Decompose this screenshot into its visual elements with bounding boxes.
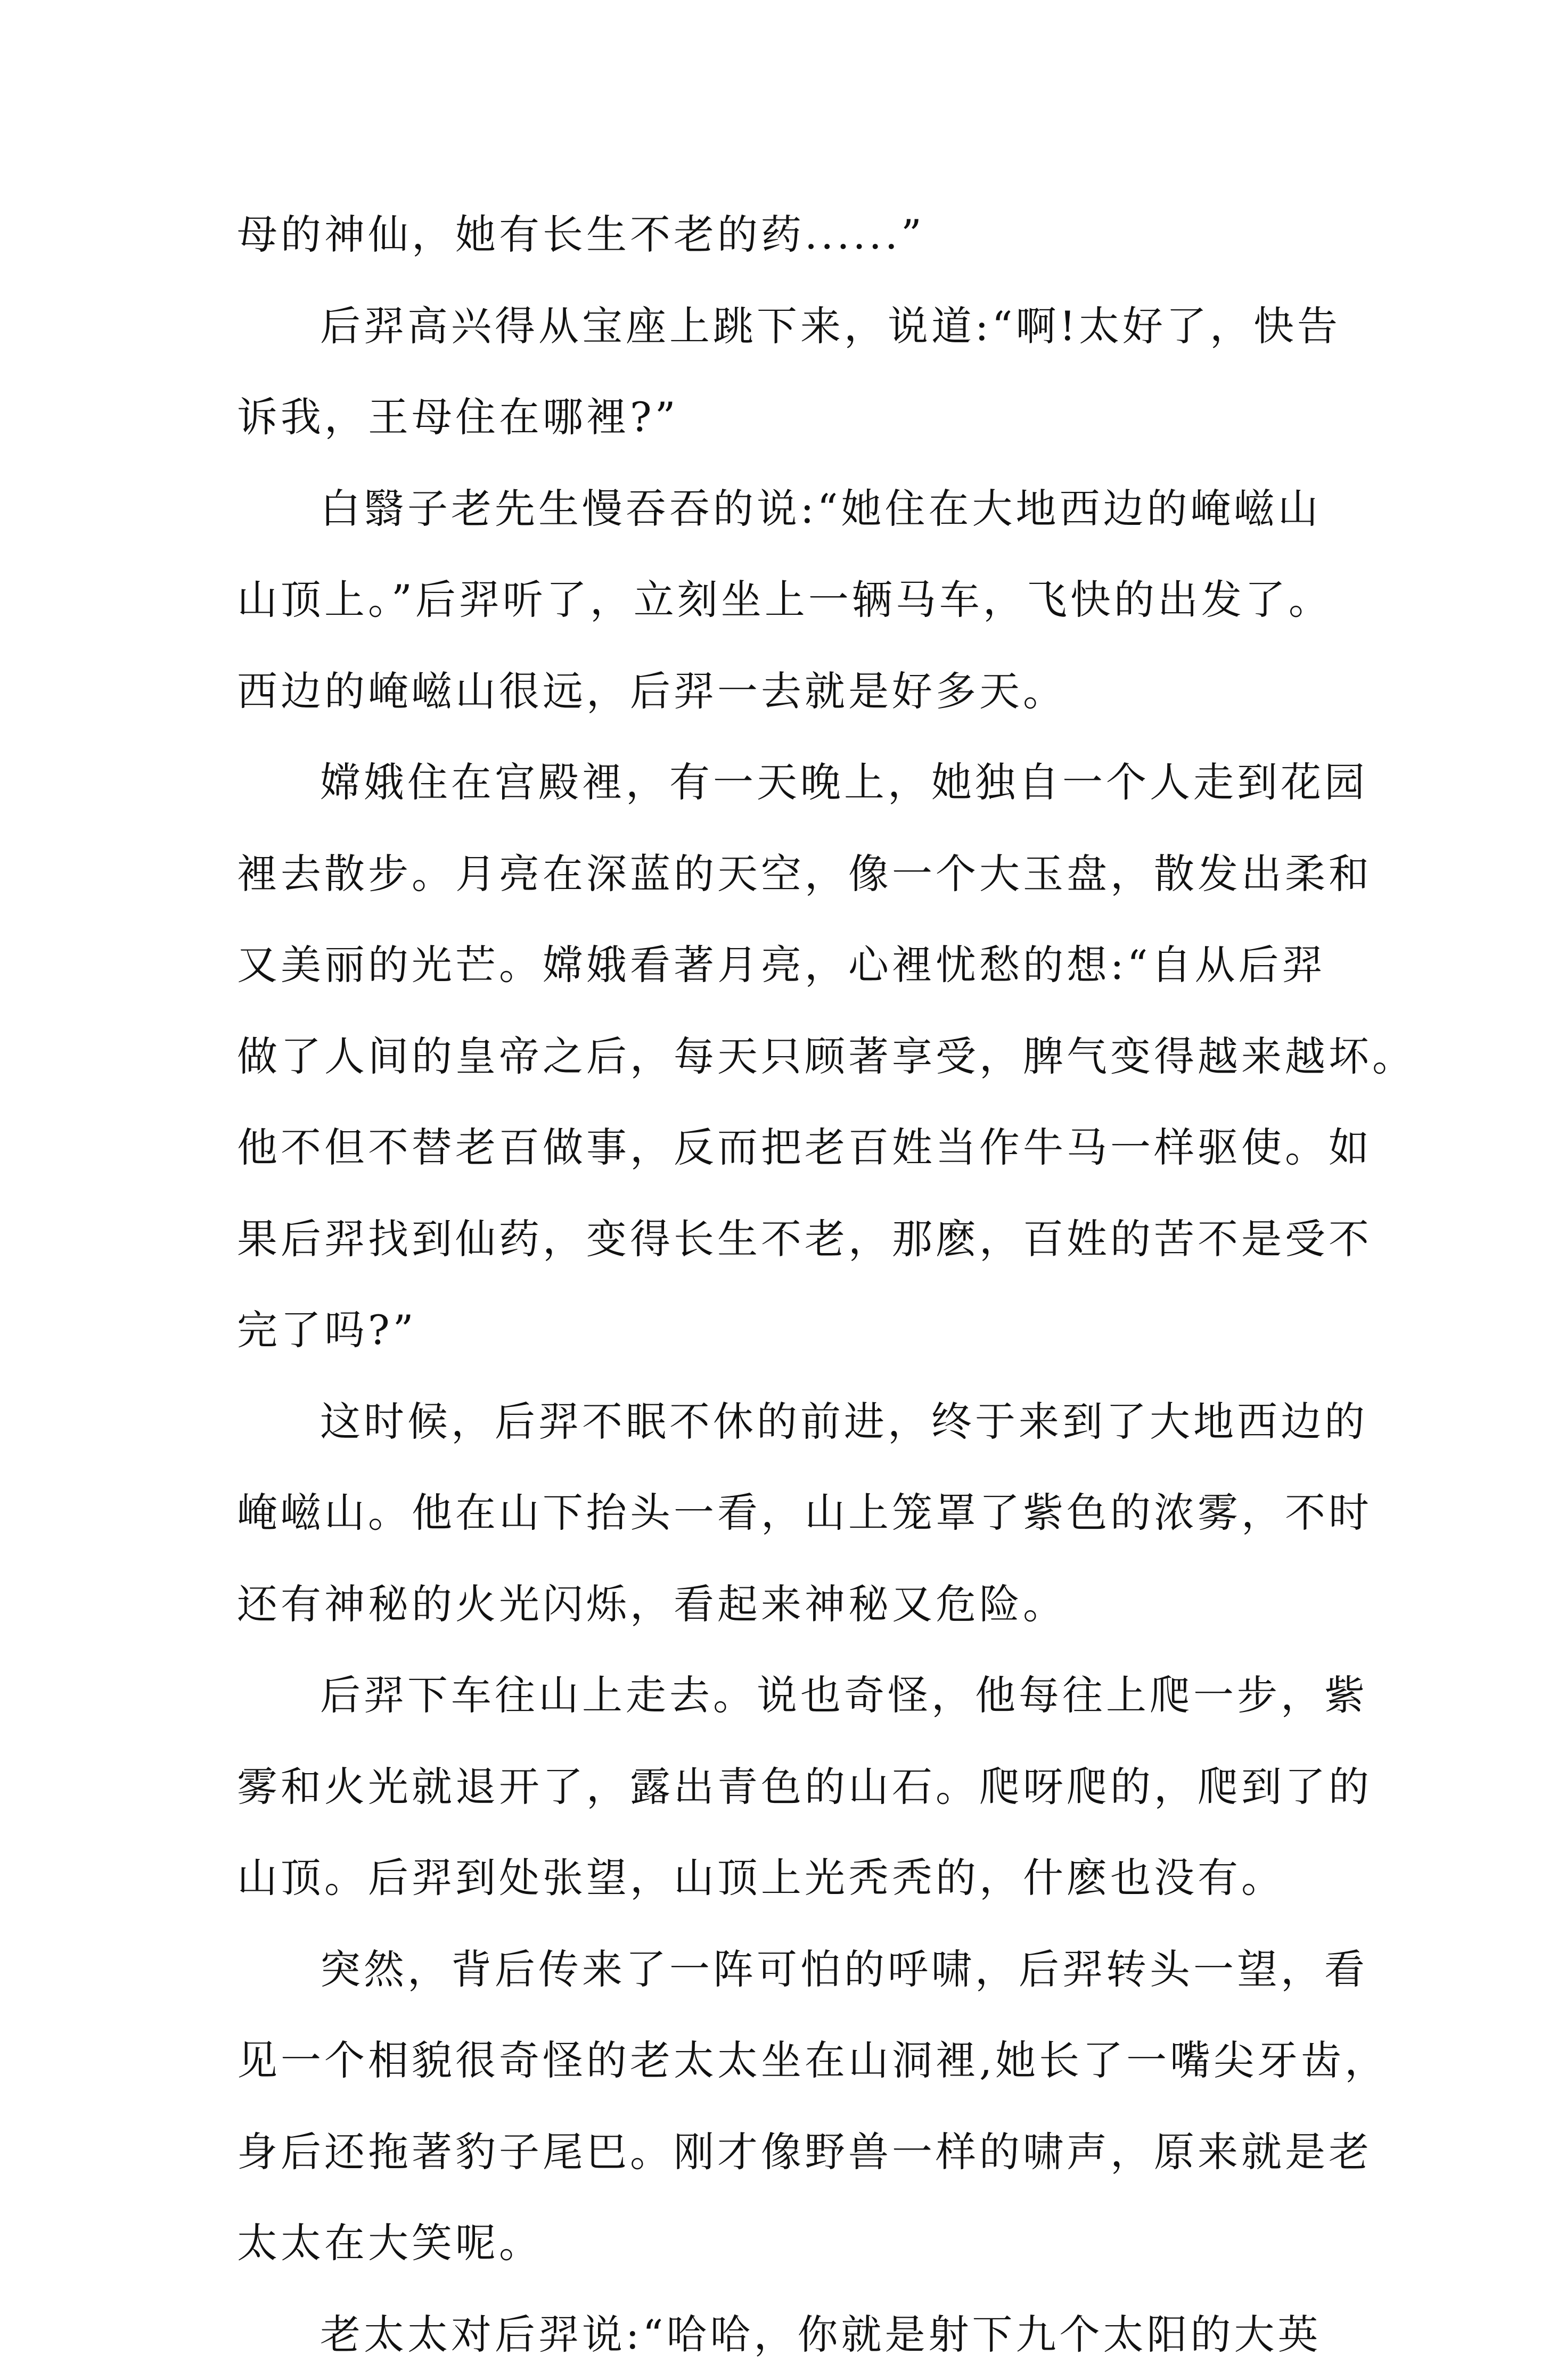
text-line: 完了吗?” — [237, 1284, 1334, 1376]
text-line: 又美丽的光芒。嫦娥看著月亮，心裡忧愁的想:“自从后羿 — [237, 919, 1334, 1011]
text-line: 裡去散步。月亮在深蓝的天空，像一个大玉盘，散发出柔和 — [237, 828, 1334, 920]
paragraph-first-line: 后羿高兴得从宝座上跳下来，说道:“啊!太好了，快告 — [237, 281, 1334, 372]
text-line: 山顶。后羿到处张望，山顶上光秃秃的，什麽也没有。 — [237, 1832, 1334, 1924]
paragraph-first-line: 突然，背后传来了一阵可怕的呼啸，后羿转头一望，看 — [237, 1924, 1334, 2015]
text-line: 做了人间的皇帝之后，每天只顾著享受，脾气变得越来越坏。 — [237, 1011, 1334, 1102]
text-line: 太太在大笑呢。 — [237, 2197, 1334, 2289]
story-text — [237, 189, 1334, 2380]
text-line: 见一个相貌很奇怪的老太太坐在山洞裡,她长了一嘴尖牙齿， — [237, 2015, 1334, 2106]
text-line: 山顶上。”后羿听了，立刻坐上一辆马车，飞快的出发了。 — [237, 554, 1334, 646]
text-line: 他不但不替老百做事，反而把老百姓当作牛马一样驱使。如 — [237, 1102, 1334, 1193]
text-line: 身后还拖著豹子尾巴。刚才像野兽一样的啸声，原来就是老 — [237, 2106, 1334, 2198]
paragraph-first-line: 后羿下车往山上走去。说也奇怪，他每往上爬一步，紫 — [237, 1650, 1334, 1741]
paragraph-first-line: 嫦娥住在宫殿裡，有一天晚上，她独自一个人走到花园 — [237, 737, 1334, 828]
paragraph-first-line: 白翳子老先生慢吞吞的说:“她住在大地西边的崦嵫山 — [237, 463, 1334, 555]
text-line: 崦嵫山。他在山下抬头一看，山上笼罩了紫色的浓雾，不时 — [237, 1467, 1334, 1559]
paragraph-first-line: 这时候，后羿不眠不休的前进，终于来到了大地西边的 — [237, 1376, 1334, 1468]
paragraph-first-line: 老太太对后羿说:“哈哈，你就是射下九个太阳的大英 — [237, 2289, 1334, 2380]
text-line: 西边的崦嵫山很远，后羿一去就是好多天。 — [237, 646, 1334, 737]
text-line: 果后羿找到仙药，变得长生不老，那麽，百姓的苦不是受不 — [237, 1193, 1334, 1285]
text-line: 雾和火光就退开了，露出青色的山石。爬呀爬的，爬到了的 — [237, 1741, 1334, 1833]
text-line: 诉我，王母住在哪裡?” — [237, 372, 1334, 463]
text-line: 还有神秘的火光闪烁，看起来神秘又危险。 — [237, 1559, 1334, 1650]
text-line: 母的神仙，她有长生不老的药......” — [237, 189, 1334, 281]
